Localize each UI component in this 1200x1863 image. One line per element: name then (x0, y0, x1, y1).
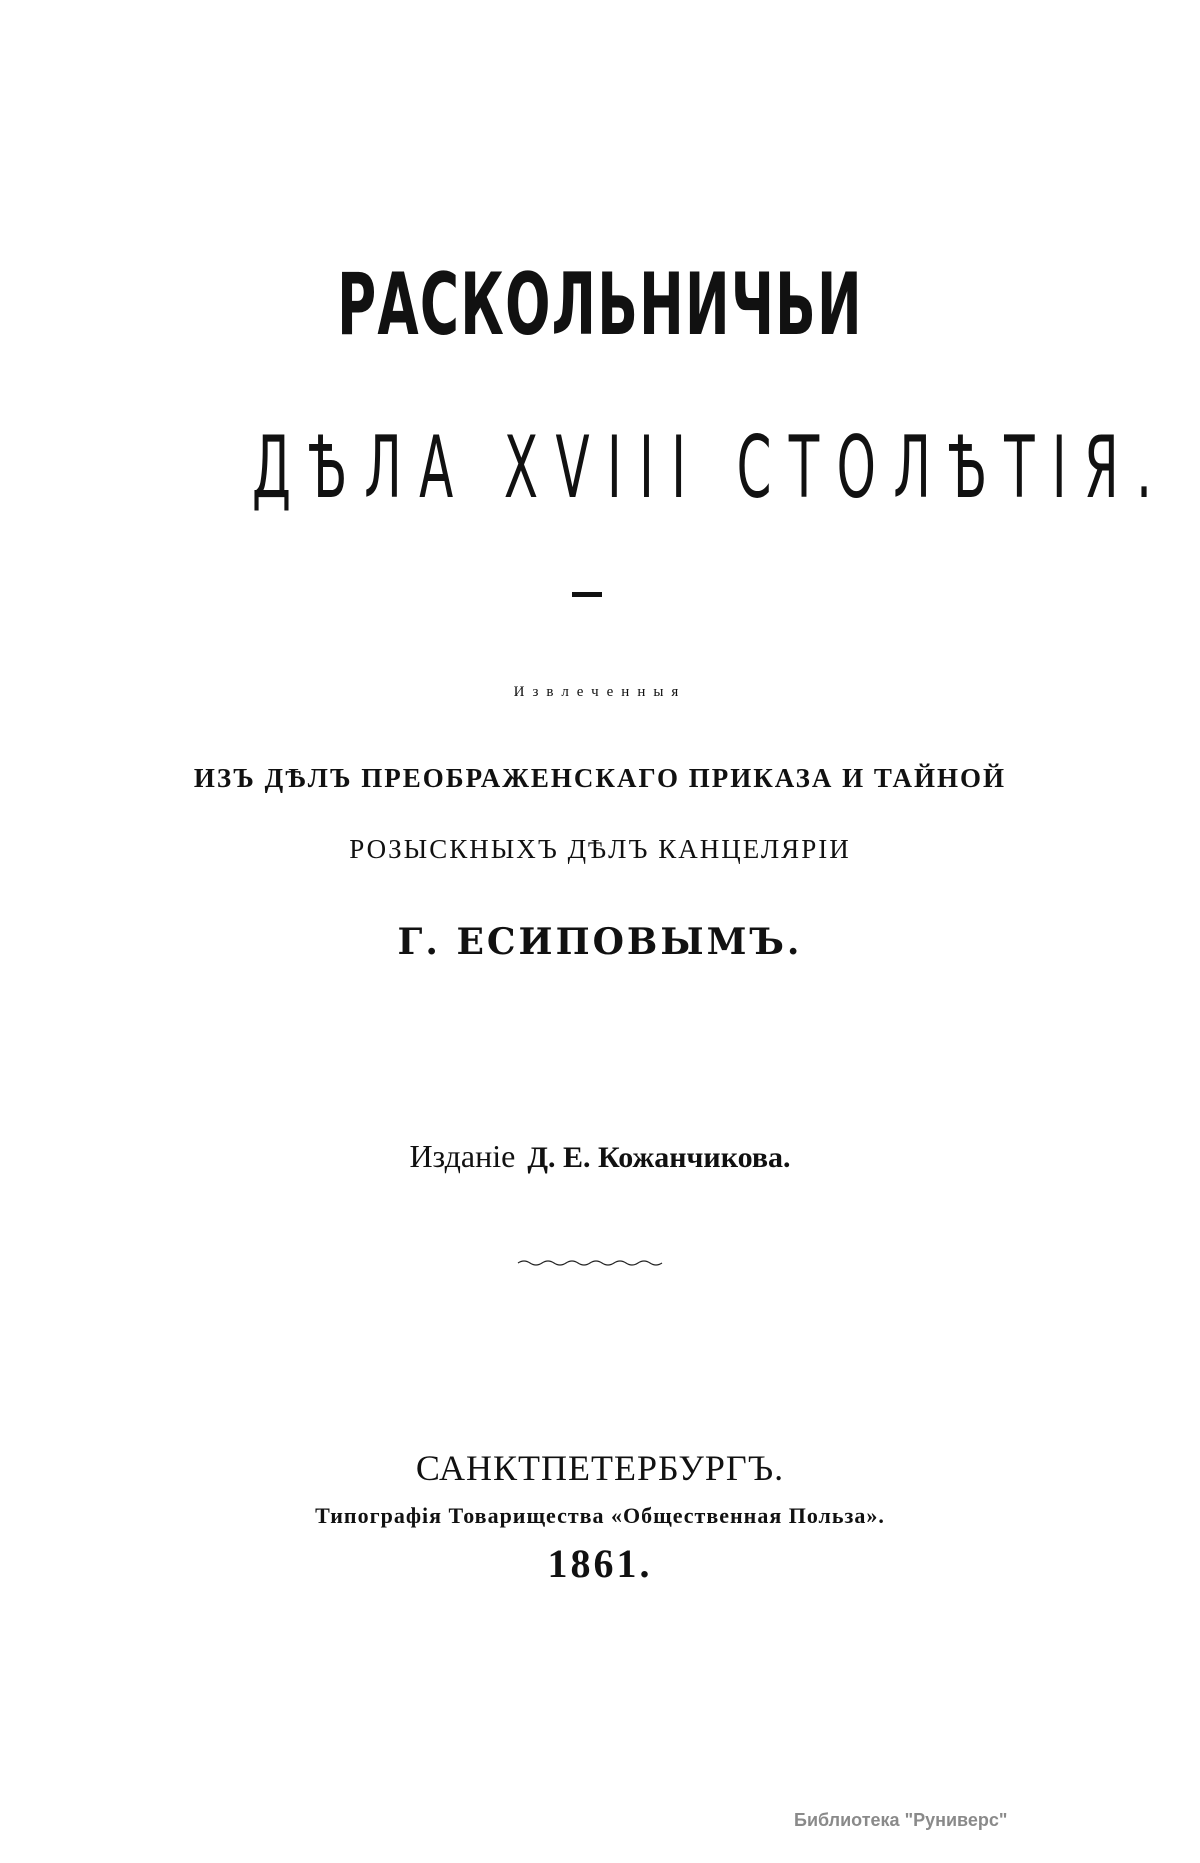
author-name: Г. ЕСИПОВЫМЪ. (397, 921, 803, 963)
edition-prefix: Изданіе (409, 1138, 516, 1174)
ornament-divider (516, 1257, 666, 1267)
title-line-1: РАСКОЛЬНИЧЬИ (337, 255, 863, 355)
imprint-printer: Типографія Товарищества «Общественная Польза». (315, 1503, 885, 1528)
edition-line (0, 1140, 1200, 1173)
publisher-name: Д. Е. Кожанчикова. (527, 1141, 791, 1174)
title-line-2: ДѢЛА XVIII СТОЛѢТІЯ. (252, 418, 1170, 518)
extracted-label: Извлеченныя (513, 684, 687, 700)
source-line-2: РОЗЫСКНЫХЪ ДѢЛЪ КАНЦЕЛЯРІИ (349, 834, 851, 864)
imprint-year: 1861. (547, 1541, 653, 1586)
library-watermark: Библиотека "Руниверс" (794, 1810, 1008, 1830)
source-line-1: ИЗЪ ДѢЛЪ ПРЕОБРАЖЕНСКАГО ПРИКАЗА И ТАЙНОЙ (193, 763, 1007, 793)
separator-dash (572, 592, 602, 597)
imprint-city: САНКТПЕТЕРБУРГЪ. (415, 1448, 785, 1488)
